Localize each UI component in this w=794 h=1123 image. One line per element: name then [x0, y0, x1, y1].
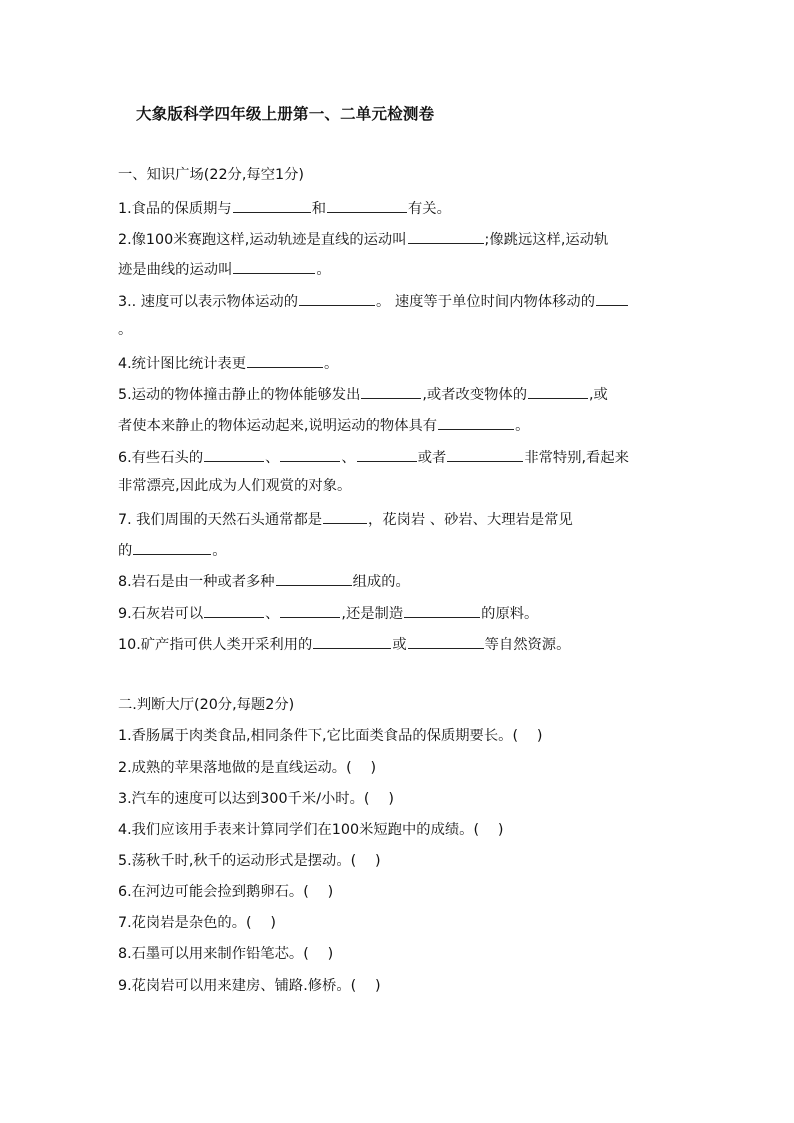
judge-item-3: 3.汽车的速度可以达到300千米/小时。( ) [118, 791, 394, 807]
text: 组成的。 [352, 574, 410, 590]
answer-blank[interactable] [247, 353, 323, 368]
question-1-5-cont [118, 415, 529, 435]
text: ,或 [589, 387, 608, 403]
text: 。 速度等于单位时间内物体移动的 [376, 294, 595, 310]
question-1-1 [118, 198, 451, 218]
text: ,还是制造 [341, 606, 404, 622]
judge-item-6: 6.在河边可能会捡到鹅卵石。( ) [118, 884, 334, 900]
exam-title: 大象版科学四年级上册第一、二单元检测卷 [136, 105, 435, 123]
text: 有关。 [408, 201, 451, 217]
question-1-9 [118, 603, 538, 623]
text: 和 [311, 201, 327, 217]
judge-item-1: 1.香肠属于肉类食品,相同条件下,它比面类食品的保质期要长。( ) [118, 728, 543, 744]
answer-blank[interactable] [327, 198, 407, 213]
question-1-7-cont [118, 540, 227, 560]
text: 6.有些石头的 [118, 450, 204, 466]
text: 。 [515, 418, 530, 434]
answer-blank[interactable] [438, 415, 514, 430]
answer-blank[interactable] [404, 603, 480, 618]
text: 9.石灰岩可以 [118, 606, 204, 622]
text: 3.. 速度可以表示物体运动的 [118, 294, 298, 310]
answer-blank[interactable] [204, 603, 264, 618]
text: 、 [341, 450, 356, 466]
answer-blank[interactable] [447, 447, 523, 462]
answer-blank[interactable] [528, 384, 588, 399]
text: ;像跳远这样,运动轨 [484, 232, 609, 248]
text: 4.统计图比统计表更 [118, 356, 247, 372]
answer-blank[interactable] [276, 571, 352, 586]
question-1-4 [118, 353, 338, 373]
answer-blank[interactable] [361, 384, 421, 399]
question-1-8 [118, 571, 410, 591]
answer-blank[interactable] [280, 603, 340, 618]
question-1-2 [118, 229, 608, 249]
text: 迹是曲线的运动叫 [118, 262, 233, 278]
judge-item-9: 9.花岗岩可以用来建房、铺路.修桥。( ) [118, 978, 381, 994]
text: 2.像100米赛跑这样,运动轨迹是直线的运动叫 [118, 232, 407, 248]
text: 非常特别,看起来 [524, 450, 629, 466]
text: 7. 我们周围的天然石头通常都是 [118, 512, 323, 528]
text: 等自然资源。 [484, 637, 571, 653]
section1-heading: 一、知识广场(22分,每空1分) [118, 167, 304, 183]
answer-blank[interactable] [299, 291, 375, 306]
question-1-5 [118, 384, 608, 404]
section2-heading: 二.判断大厅(20分,每题2分) [118, 697, 295, 713]
question-1-7 [118, 509, 573, 529]
text: 者使本来静止的物体运动起来,说明运动的物体具有 [118, 418, 438, 434]
answer-blank[interactable] [408, 634, 484, 649]
question-1-3 [118, 291, 629, 311]
answer-blank[interactable] [357, 447, 417, 462]
answer-blank[interactable] [133, 540, 211, 555]
answer-blank[interactable] [204, 447, 264, 462]
answer-blank[interactable] [233, 198, 311, 213]
question-1-2-cont [118, 259, 331, 279]
text: ，花岗岩 、砂岩、大理岩是常见 [368, 512, 573, 528]
text: 的 [118, 543, 133, 559]
text: 的原料。 [481, 606, 539, 622]
text: 、 [265, 606, 280, 622]
question-1-10 [118, 634, 570, 654]
text: 1.食品的保质期与 [118, 201, 232, 217]
judge-item-7: 7.花岗岩是杂色的。( ) [118, 915, 277, 931]
text: 、 [265, 450, 280, 466]
answer-blank[interactable] [233, 259, 315, 274]
question-1-6 [118, 447, 629, 467]
judge-item-2: 2.成熟的苹果落地做的是直线运动。( ) [118, 760, 377, 776]
text: 。 [316, 262, 331, 278]
text: 5.运动的物体撞击静止的物体能够发出 [118, 387, 361, 403]
text: 或 [392, 637, 407, 653]
text: 8.岩石是由一种或者多种 [118, 574, 275, 590]
text: 10.矿产指可供人类开采利用的 [118, 637, 313, 653]
answer-blank[interactable] [408, 229, 484, 244]
text: 或者 [417, 450, 447, 466]
answer-blank[interactable] [323, 509, 367, 524]
answer-blank[interactable] [280, 447, 340, 462]
judge-item-8: 8.石墨可以用来制作铅笔芯。( ) [118, 946, 334, 962]
question-1-6-cont: 非常漂亮,因此成为人们观赏的对象。 [118, 478, 352, 494]
answer-blank[interactable] [313, 634, 391, 649]
text: ,或者改变物体的 [422, 387, 528, 403]
answer-blank[interactable] [596, 291, 628, 306]
text: 。 [324, 356, 339, 372]
judge-item-5: 5.荡秋千时,秋千的运动形式是摆动。( ) [118, 853, 381, 869]
text: 。 [212, 543, 227, 559]
question-1-3-cont: 。 [118, 322, 133, 338]
judge-item-4: 4.我们应该用手表来计算同学们在100米短跑中的成绩。( ) [118, 822, 504, 838]
